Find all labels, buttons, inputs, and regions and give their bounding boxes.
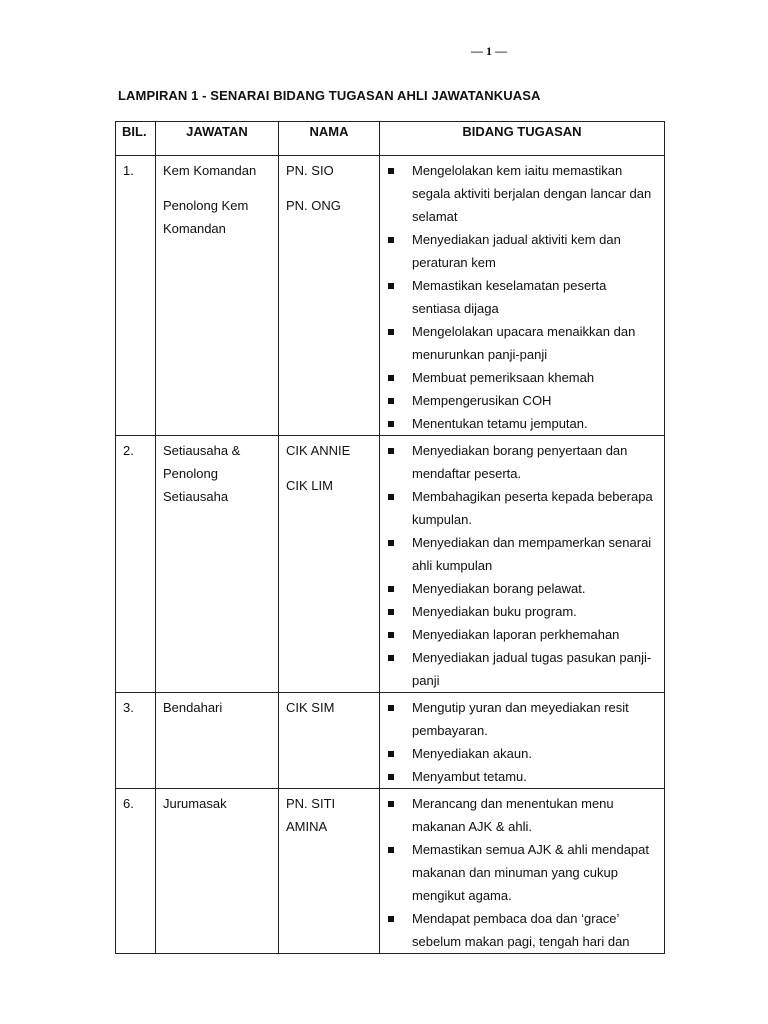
task-item: Mengelolakan kem iaitu memastikan segala aktiviti berjalan dengan lancar dan selamat [387,159,658,228]
table-row [116,436,665,693]
task-item: Menyediakan akaun. [387,742,658,765]
task-item: Menyediakan dan mempamerkan senarai ahli kumpulan [387,531,658,577]
header-nama: NAMA [279,122,380,156]
cell-bil: 2. [116,436,156,693]
task-item: Mempengerusikan COH [387,389,658,412]
table-row [116,156,665,436]
table-row [116,693,665,789]
cell-nama [279,156,380,436]
page-number: — 1 — [471,44,507,58]
nama-entry: PN. SIO [286,163,334,178]
task-item: Membuat pemeriksaan khemah [387,366,658,389]
table-row [116,789,665,954]
task-list [387,696,658,788]
cell-jawatan [156,436,279,693]
table-body [116,156,665,954]
task-item: Menyambut tetamu. [387,765,658,788]
nama-entry: CIK LIM [286,478,333,493]
task-item: Membahagikan peserta kepada beberapa kumpulan. [387,485,658,531]
task-item: Menyediakan borang penyertaan dan mendaftar peserta. [387,439,658,485]
header-bil: BIL. [116,122,156,156]
duties-table [115,121,665,954]
task-item: Menyediakan borang pelawat. [387,577,658,600]
task-item: Mengutip yuran dan meyediakan resit pembayaran. [387,696,658,742]
task-item: Menyediakan buku program. [387,600,658,623]
jawatan-entry: Bendahari [163,700,223,715]
task-item: Memastikan semua AJK & ahli mendapat makanan dan minuman yang cukup mengikut agama. [387,838,658,907]
cell-bidang-tugasan [380,789,665,954]
task-item: Mendapat pembaca doa dan ‘grace’ sebelum makan pagi, tengah hari dan [387,907,658,953]
task-item: Memastikan keselamatan peserta sentiasa dijaga [387,274,658,320]
document-title: LAMPIRAN 1 - SENARAI BIDANG TUGASAN AHLI JAWATANKUASA [118,88,541,103]
cell-nama [279,789,380,954]
header-bidang-tugasan: BIDANG TUGASAN [380,122,665,156]
nama-entry: CIK ANNIE [286,443,351,458]
cell-bil: 3. [116,693,156,789]
jawatan-entry: Kem Komandan [163,163,257,178]
nama-entry: CIK SIM [286,700,335,715]
task-item: Menyediakan laporan perkhemahan [387,623,658,646]
table-header-row [116,122,665,156]
cell-bil: 6. [116,789,156,954]
task-item: Mengelolakan upacara menaikkan dan menurunkan panji-panji [387,320,658,366]
cell-jawatan [156,693,279,789]
nama-entry: PN. ONG [286,198,341,213]
task-item: Menyediakan jadual aktiviti kem dan peraturan kem [387,228,658,274]
task-item: Menentukan tetamu jemputan. [387,412,658,435]
cell-bidang-tugasan [380,436,665,693]
task-list [387,792,658,953]
task-list [387,159,658,435]
cell-nama [279,436,380,693]
cell-bidang-tugasan [380,156,665,436]
task-item: Menyediakan jadual tugas pasukan panji-panji [387,646,658,692]
cell-jawatan [156,156,279,436]
cell-jawatan [156,789,279,954]
header-jawatan: JAWATAN [156,122,279,156]
jawatan-entry: Jurumasak [163,796,227,811]
cell-bil: 1. [116,156,156,436]
nama-entry: PN. SITI AMINA [286,796,336,834]
task-item: Merancang dan menentukan menu makanan AJK & ahli. [387,792,658,838]
jawatan-entry: Setiausaha & Penolong Setiausaha [163,443,241,504]
jawatan-entry: Penolong Kem Komandan [163,198,249,236]
task-list [387,439,658,692]
cell-bidang-tugasan [380,693,665,789]
cell-nama [279,693,380,789]
